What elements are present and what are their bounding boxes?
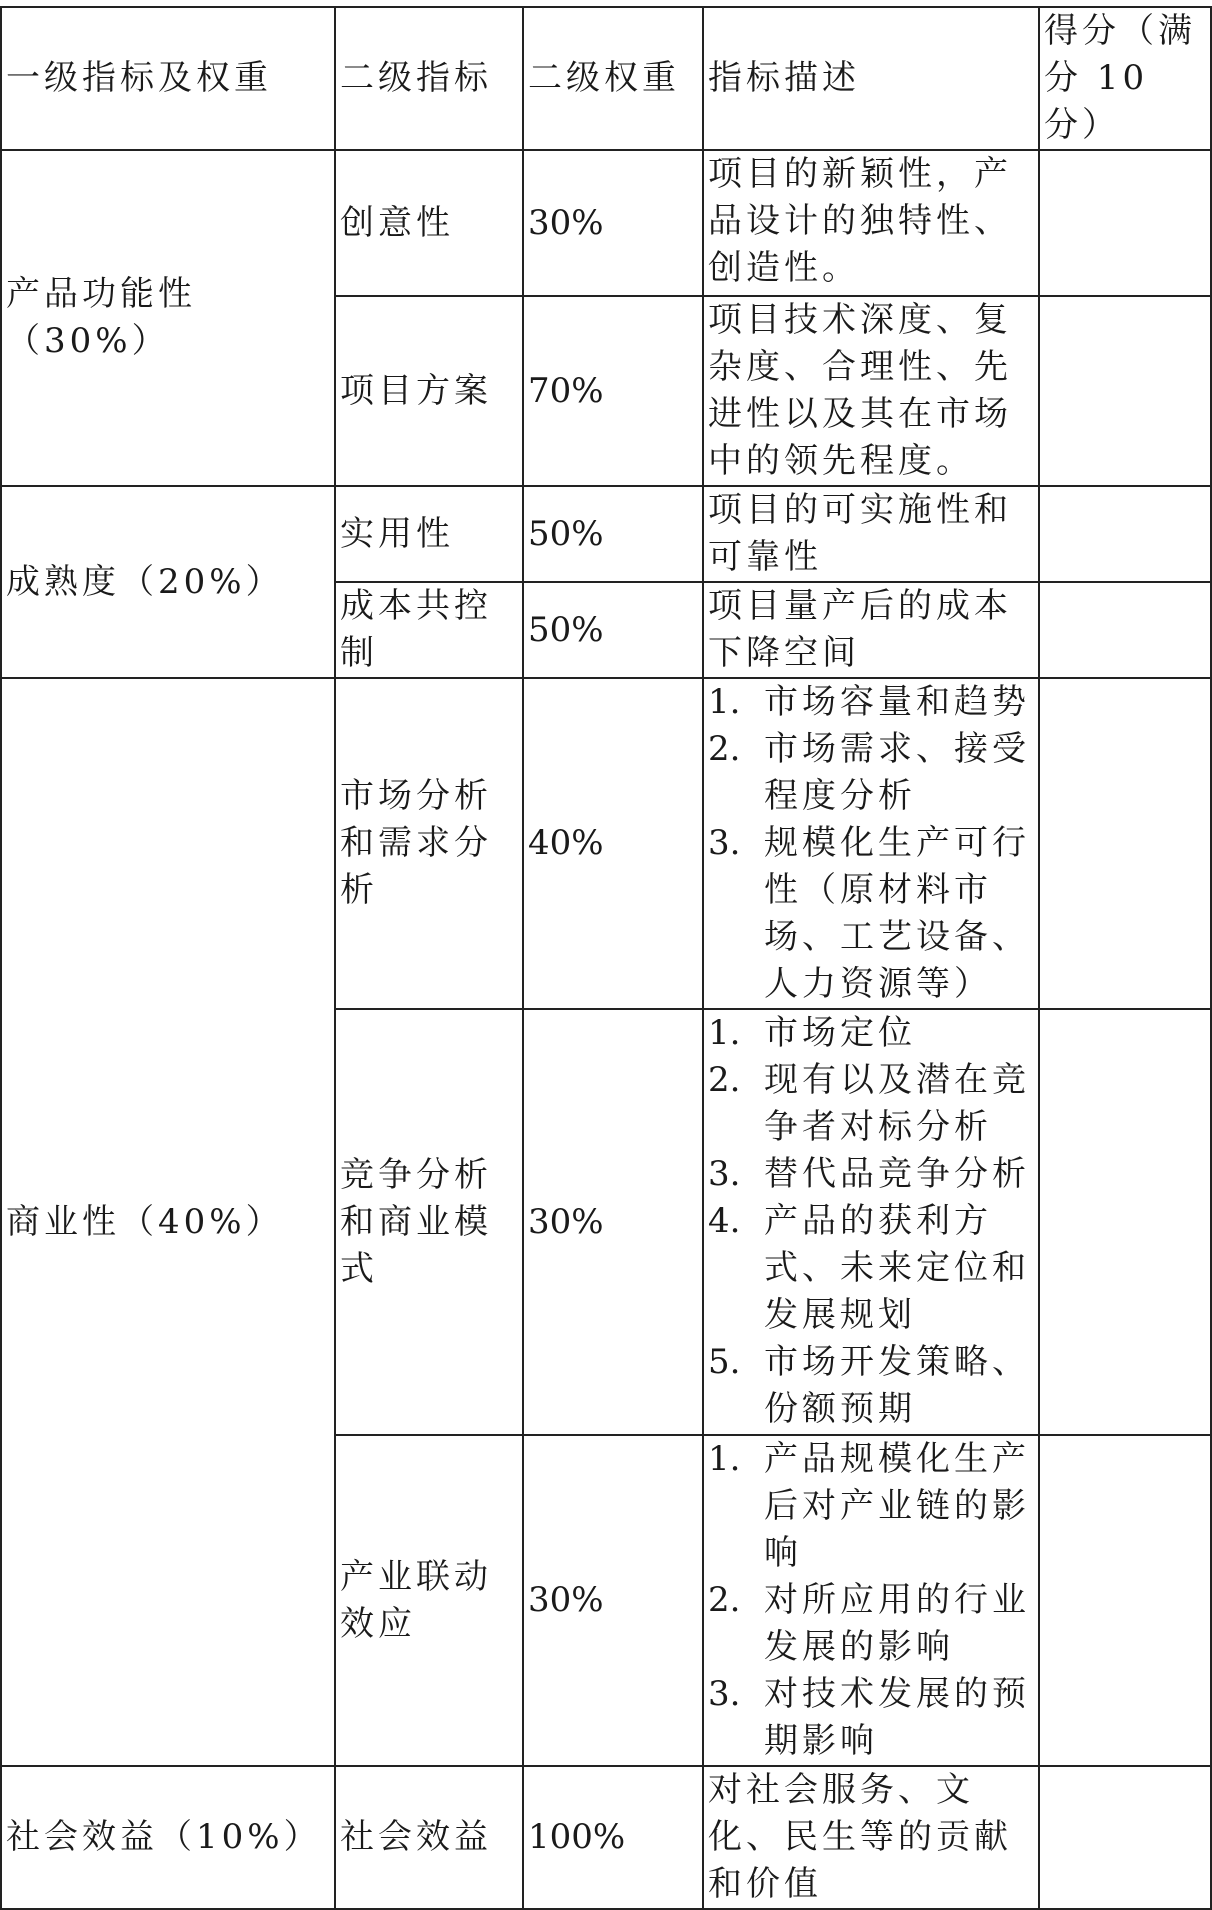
list-item: 3. 替代品竞争分析	[708, 1154, 1030, 1194]
description-cell: 项目的新颖性，产品设计的独特性、创造性。	[703, 150, 1039, 296]
score-cell	[1039, 582, 1211, 678]
weight-cell: 70%	[523, 296, 703, 486]
list-item: 3. 对技术发展的预期影响	[708, 1674, 1030, 1761]
score-cell	[1039, 1766, 1211, 1909]
weight-cell: 30%	[523, 1435, 703, 1766]
header-row	[1, 7, 1211, 150]
header-score: 得分（满分 10 分）	[1039, 7, 1211, 150]
weight-cell: 100%	[523, 1766, 703, 1909]
description-list	[708, 1010, 1034, 1433]
score-cell	[1039, 296, 1211, 486]
description-cell: 项目的可实施性和可靠性	[703, 486, 1039, 582]
description-list	[708, 679, 1034, 1008]
level1-cell: 社会效益（10%）	[1, 1766, 335, 1909]
description-cell: 项目量产后的成本下降空间	[703, 582, 1039, 678]
score-cell	[1039, 1009, 1211, 1435]
level1-cell: 成熟度（20%）	[1, 486, 335, 678]
weight-cell: 50%	[523, 486, 703, 582]
list-item: 1. 市场容量和趋势	[708, 682, 1030, 722]
list-item: 5. 市场开发策略、份额预期	[708, 1342, 1030, 1429]
list-item: 1. 产品规模化生产后对产业链的影响	[708, 1439, 1030, 1573]
level2-cell: 社会效益	[335, 1766, 523, 1909]
description-cell	[703, 678, 1039, 1009]
table-row	[1, 150, 1211, 296]
header-description: 指标描述	[703, 7, 1039, 150]
description-cell: 项目技术深度、复杂度、合理性、先进性以及其在市场中的领先程度。	[703, 296, 1039, 486]
score-cell	[1039, 1435, 1211, 1766]
list-item: 2. 对所应用的行业发展的影响	[708, 1580, 1030, 1667]
level2-cell: 创意性	[335, 150, 523, 296]
weight-cell: 50%	[523, 582, 703, 678]
level2-cell: 成本共控制	[335, 582, 523, 678]
list-item: 1. 市场定位	[708, 1013, 916, 1053]
weight-cell: 30%	[523, 150, 703, 296]
table-row	[1, 1766, 1211, 1909]
list-item: 3. 规模化生产可行性（原材料市场、工艺设备、人力资源等）	[708, 823, 1030, 1004]
list-item: 2. 现有以及潜在竞争者对标分析	[708, 1060, 1030, 1147]
table-row	[1, 486, 1211, 582]
header-level2: 二级指标	[335, 7, 523, 150]
level2-cell: 产业联动效应	[335, 1435, 523, 1766]
description-cell	[703, 1009, 1039, 1435]
level1-cell: 商业性（40%）	[1, 678, 335, 1766]
header-weight: 二级权重	[523, 7, 703, 150]
list-item: 4. 产品的获利方式、未来定位和发展规划	[708, 1201, 1030, 1335]
level2-cell: 实用性	[335, 486, 523, 582]
score-cell	[1039, 150, 1211, 296]
level1-cell: 产品功能性（30%）	[1, 150, 335, 486]
description-cell	[703, 1435, 1039, 1766]
level2-cell: 竞争分析和商业模式	[335, 1009, 523, 1435]
weight-cell: 40%	[523, 678, 703, 1009]
header-level1: 一级指标及权重	[1, 7, 335, 150]
level2-cell: 市场分析和需求分析	[335, 678, 523, 1009]
evaluation-criteria-table	[0, 6, 1212, 1910]
weight-cell: 30%	[523, 1009, 703, 1435]
score-cell	[1039, 678, 1211, 1009]
level2-cell: 项目方案	[335, 296, 523, 486]
description-cell: 对社会服务、文化、民生等的贡献和价值	[703, 1766, 1039, 1909]
table-row	[1, 678, 1211, 1009]
list-item: 2. 市场需求、接受程度分析	[708, 729, 1030, 816]
description-list	[708, 1436, 1034, 1765]
score-cell	[1039, 486, 1211, 582]
